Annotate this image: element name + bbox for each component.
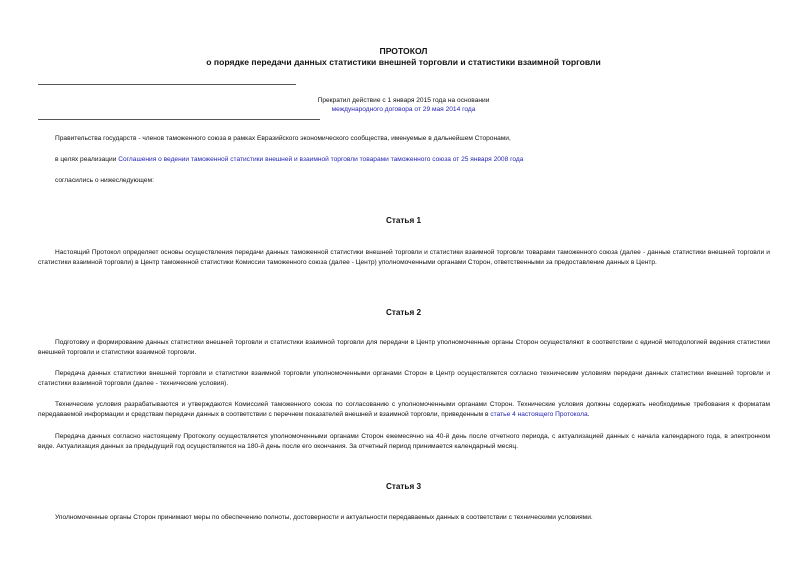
intro-paragraph-1: Правительства государств - членов таможенного союза в рамках Евразийского экономического сообщества, именуемые в дальнейшем Сторонами, [55, 135, 511, 142]
intro-paragraph-2 [55, 155, 770, 165]
agreement-link[interactable]: Соглашения о ведении таможенной статистики внешней и взаимной торговли товарами таможенного союза от 25 января 2008 года [118, 156, 524, 163]
article-2-paragraph-2: Передача данных статистики внешней торговли и статистики взаимной торговли уполномоченными органами Сторон в Центр осуществляется согласно техническим условиям передачи данных статистики внешней торговли и статистики взаимной торговли (далее - технические условия). [38, 370, 770, 387]
article-2-paragraph-3-text: Технические условия разрабатываются и утверждаются Комиссией таможенного союза по согласованию с уполномоченными органами Сторон. Технические условия должны содержать необходимые требования к форматам передаваемой информации и средствам передачи данных в соответствии с перечнем показателей внешней и взаимной торговли, приведенным в [38, 401, 770, 418]
intro-paragraph-2-text: в целях реализации [55, 156, 119, 163]
article-2-heading: Статья 2 [385, 308, 422, 317]
article-1-paragraph: Настоящий Протокол определяет основы осуществления передачи данных таможенной статистики внешней торговли и статистики взаимной торговли товарами таможенного союза (далее - данные статистики внешней торговли и статистики взаимной торговли) в Центр таможенной статистики Комиссии таможенного союза (далее - Центр) уполномоченными органами Сторон, ответственными за предоставление данных в Центр. [38, 249, 770, 266]
header-rule-top [38, 84, 296, 85]
article-2-paragraph-3 [38, 400, 770, 419]
document-subtitle: о порядке передачи данных статистики внешней торговли и статистики взаимной торговли [206, 57, 601, 67]
article-2-paragraph-3-end: . [587, 410, 590, 418]
article-3-heading: Статья 3 [385, 482, 422, 491]
article-3-paragraph: Уполномоченные органы Сторон принимают меры по обеспечению полноты, достоверности и актуальности передаваемых данных в соответствии с техническими условиями. [55, 514, 593, 521]
article-4-link[interactable]: статье 4 настоящего Протокола [490, 410, 588, 418]
status-link[interactable]: международного договора от 29 мая 2014 года [331, 106, 476, 113]
status-note: Прекратил действие с 1 января 2015 года на основании [317, 97, 490, 104]
article-2-paragraph-1: Подготовку и формирование данных статистики внешней торговли и статистики взаимной торговли для передачи в Центр уполномоченные органы Сторон осуществляют в соответствии с единой методологией ведения статистики внешней торговли и статистики взаимной торговли. [38, 339, 770, 356]
document-title: ПРОТОКОЛ [379, 46, 428, 56]
header-rule-bottom [38, 119, 320, 120]
status-link-line [0, 105, 807, 114]
article-2-paragraph-4: Передача данных согласно настоящему Протоколу осуществляется уполномоченными органами Сторон ежемесячно на 40-й день после отчетного периода, с актуализацией данных с начала календарного года, в электронном виде. Актуализация данных за предыдущий год осуществляется на 180-й день после его окончания. За отчетный период принимается календарный месяц. [38, 433, 770, 450]
intro-paragraph-3: согласились о нижеследующем: [55, 177, 154, 184]
article-1-heading: Статья 1 [385, 216, 422, 225]
